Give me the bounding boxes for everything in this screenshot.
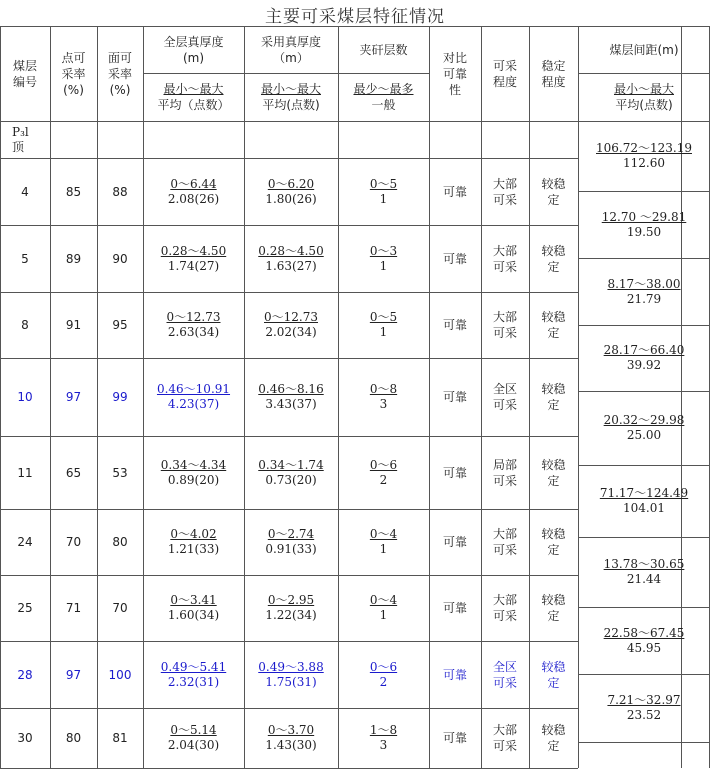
gangue-count [338, 575, 429, 641]
header-mining-thickness [244, 26, 338, 73]
stability-line: 定 [547, 739, 560, 753]
gangue-count-range: 0～4 [369, 527, 398, 541]
full-thickness-range: 0～4.02 [170, 527, 217, 541]
stability-line: 定 [547, 675, 560, 690]
mining-thickness [244, 158, 338, 225]
minability [481, 708, 529, 768]
mining-thickness [244, 225, 338, 292]
stability [529, 292, 578, 358]
area-rate: 99 [112, 390, 128, 404]
seam-spacing-range: 12.70 ～29.81 [601, 209, 687, 224]
mining-thickness-range: 0.49～3.88 [258, 659, 324, 674]
area-rate: 53 [112, 465, 128, 480]
stability-line: 较稳 [541, 593, 566, 607]
full-thickness-avg: 2.08(26) [167, 191, 220, 206]
gangue-count-range: 0～8 [369, 382, 398, 396]
full-thickness [143, 641, 244, 708]
mining-thickness-avg: 1.75(31) [265, 674, 317, 689]
mining-thickness-avg: 1.80(26) [265, 191, 317, 206]
comparability: 可靠 [442, 667, 467, 682]
gangue-count-avg: 2 [379, 674, 388, 689]
minability-line: 大部 [492, 176, 517, 191]
seam-spacing-avg: 23.52 [626, 708, 662, 722]
subheader-range: 最小～最大 [260, 82, 321, 96]
header-minability [481, 26, 529, 121]
header-label: 煤层间距(m) [609, 42, 679, 57]
mining-thickness-range: 0.46～8.16 [258, 382, 324, 396]
stability-line: 定 [547, 398, 560, 412]
point-rate: 70 [65, 535, 82, 549]
seam-label: 顶 [12, 139, 25, 154]
seam-spacing-avg: 19.50 [626, 224, 662, 239]
header-point-rate [50, 26, 97, 121]
seam-label: P₃l [12, 124, 29, 139]
full-thickness-range: 0.34～4.34 [160, 457, 227, 472]
header-label: 可采 [492, 58, 517, 73]
header-label: 点可 [61, 50, 86, 65]
header-full-thickness [143, 26, 244, 73]
header-label: 面可 [107, 50, 132, 65]
gangue-count [338, 158, 429, 225]
header-label: 稳定 [541, 58, 566, 73]
area-rate: 88 [112, 184, 128, 199]
seam-spacing-range: 106.72～123.19 [596, 141, 692, 155]
gangue-count [338, 292, 429, 358]
seam-spacing-range: 22.58～67.45 [603, 625, 685, 640]
full-thickness-avg: 1.60(34) [167, 608, 220, 622]
full-thickness [143, 575, 244, 641]
mining-thickness-avg: 1.22(34) [265, 608, 317, 622]
minability-line: 可采 [492, 675, 517, 690]
subheader-gangue [338, 73, 429, 121]
seam-number: 25 [17, 601, 33, 615]
header-label: 全层真厚度 [163, 34, 224, 49]
point-rate: 71 [65, 601, 82, 615]
minability-line: 大部 [492, 527, 517, 541]
mining-thickness-avg: 3.43(37) [265, 397, 317, 411]
mining-thickness [244, 708, 338, 768]
stability [529, 358, 578, 436]
gangue-count-avg: 1 [379, 191, 388, 206]
area-rate: 70 [112, 601, 128, 615]
stability-line: 较稳 [541, 527, 566, 541]
subheader-full [143, 73, 244, 121]
gangue-count [338, 509, 429, 575]
seam-spacing-range: 20.32～29.98 [603, 413, 685, 427]
mining-thickness [244, 358, 338, 436]
subheader-avg: 平均(点数) [615, 98, 673, 112]
stability-line: 较稳 [541, 723, 566, 737]
mining-thickness-range: 0～2.74 [267, 527, 315, 541]
mining-thickness-avg: 1.43(30) [265, 738, 317, 752]
gangue-count-avg: 1 [379, 325, 388, 339]
subheader-range: 最小～最大 [613, 82, 674, 96]
mining-thickness-range: 0～3.70 [267, 723, 315, 737]
gangue-count-avg: 3 [379, 738, 388, 752]
gangue-count-avg: 1 [379, 608, 388, 622]
comparability: 可靠 [442, 318, 467, 332]
minability-line: 可采 [492, 259, 517, 274]
full-thickness-avg: 1.74(27) [167, 258, 220, 273]
minability [481, 225, 529, 292]
gangue-count [338, 708, 429, 768]
stability-line: 较稳 [541, 176, 566, 191]
seam-spacing [578, 191, 710, 258]
minability-line: 可采 [492, 326, 517, 340]
minability-line: 局部 [492, 457, 517, 472]
seam-spacing-range: 13.78～30.65 [603, 557, 685, 571]
full-thickness [143, 158, 244, 225]
minability-line: 可采 [492, 473, 517, 488]
comparability: 可靠 [442, 601, 467, 615]
seam-spacing [578, 391, 710, 465]
stability-line: 定 [547, 543, 560, 557]
minability-line: 可采 [492, 398, 517, 412]
point-rate: 85 [65, 184, 82, 199]
header-label: 煤层 [12, 58, 37, 73]
seam-number: 30 [17, 731, 33, 745]
area-rate: 95 [112, 318, 128, 332]
gangue-count [338, 436, 429, 509]
stability-line: 较稳 [541, 243, 566, 258]
minability-line: 全区 [492, 382, 517, 396]
header-label: 采率 [107, 66, 132, 81]
seam-spacing-range: 8.17～38.00 [607, 276, 681, 291]
stability [529, 509, 578, 575]
seam-spacing [578, 325, 710, 391]
mining-thickness-range: 0.34～1.74 [258, 457, 324, 472]
mining-thickness-range: 0～2.95 [267, 593, 315, 607]
seam-spacing [578, 607, 710, 674]
stability-line: 定 [547, 259, 560, 274]
seam-spacing-avg: 25.00 [626, 428, 662, 442]
seam-number: 11 [17, 465, 33, 480]
seam-spacing [578, 121, 710, 191]
stability-line: 定 [547, 609, 560, 623]
comparability: 可靠 [442, 251, 467, 266]
subheader-avg: 平均(点数) [262, 98, 320, 112]
minability [481, 358, 529, 436]
full-thickness [143, 292, 244, 358]
header-label: 编号 [12, 74, 37, 89]
full-thickness-range: 0～3.41 [170, 593, 217, 607]
subheader-range: 最小～最大 [163, 82, 224, 96]
header-label: 程度 [541, 74, 566, 89]
full-thickness-avg: 1.21(33) [167, 542, 220, 556]
comparability: 可靠 [442, 465, 467, 480]
gangue-count-avg: 2 [379, 472, 388, 487]
full-thickness-avg: 2.04(30) [167, 738, 220, 752]
seam-spacing-avg: 21.79 [626, 291, 662, 306]
full-thickness-avg: 2.63(34) [167, 325, 220, 339]
mining-thickness-avg: 1.63(27) [265, 258, 317, 273]
header-label: 可靠 [442, 66, 467, 81]
point-rate: 65 [65, 465, 82, 480]
stability-line: 较稳 [541, 382, 566, 396]
comparability: 可靠 [442, 535, 467, 549]
subheader-avg: 平均（点数） [157, 98, 230, 112]
mining-thickness-avg: 0.91(33) [265, 542, 317, 556]
full-thickness [143, 436, 244, 509]
gangue-count-range: 0～4 [369, 593, 398, 607]
mining-thickness-avg: 0.73(20) [265, 472, 317, 487]
seam-number: 4 [21, 184, 29, 199]
subheader-avg: 一般 [371, 98, 396, 112]
stability [529, 641, 578, 708]
page-title: 主要可采煤层特征情况 [265, 7, 445, 27]
full-thickness-range: 0.28～4.50 [160, 243, 227, 258]
seam-spacing [578, 537, 710, 607]
seam-spacing-avg: 39.92 [626, 358, 662, 372]
seam-spacing [578, 465, 710, 537]
gangue-count [338, 358, 429, 436]
mining-thickness [244, 641, 338, 708]
gangue-count-avg: 1 [379, 258, 388, 273]
mining-thickness [244, 509, 338, 575]
seam-spacing-avg: 21.44 [626, 572, 662, 586]
seam-spacing [578, 258, 710, 325]
seam-number: 24 [17, 535, 33, 549]
seam-number: 10 [17, 390, 33, 404]
full-thickness [143, 358, 244, 436]
full-thickness [143, 708, 244, 768]
gangue-count-range: 0～6 [369, 659, 398, 674]
gangue-count-avg: 1 [379, 542, 388, 556]
full-thickness-range: 0.49～5.41 [160, 659, 227, 674]
stability [529, 575, 578, 641]
mining-thickness-range: 0～12.73 [264, 310, 318, 324]
gangue-count-avg: 3 [379, 397, 388, 411]
stability [529, 708, 578, 768]
gangue-count [338, 641, 429, 708]
minability [481, 509, 529, 575]
header-label: 对比 [442, 50, 467, 65]
full-thickness-range: 0～5.14 [170, 723, 217, 737]
full-thickness-avg: 2.32(31) [167, 674, 220, 689]
minability [481, 292, 529, 358]
minability-line: 大部 [492, 310, 517, 324]
seam-number: 8 [21, 318, 29, 332]
seam-spacing-range: 7.21～32.97 [607, 693, 681, 707]
seam-spacing-avg: 104.01 [623, 501, 665, 515]
header-label: (%) [63, 82, 84, 97]
header-label: 性 [448, 82, 461, 97]
full-thickness-range: 0～12.73 [166, 310, 221, 324]
area-rate: 90 [112, 251, 128, 266]
mining-thickness [244, 436, 338, 509]
grid-line [578, 742, 710, 743]
mining-thickness-range: 0.28～4.50 [258, 243, 324, 258]
seam-p3l-top [0, 121, 50, 158]
minability-line: 可采 [492, 609, 517, 623]
header-label: （m） [273, 50, 309, 65]
gangue-count-range: 0～5 [369, 176, 398, 191]
minability-line: 全区 [492, 659, 517, 674]
area-rate: 81 [112, 731, 128, 745]
minability-line: 大部 [492, 723, 517, 737]
minability [481, 158, 529, 225]
point-rate: 91 [65, 318, 82, 332]
full-thickness-range: 0.46～10.91 [156, 382, 231, 396]
seam-number: 28 [17, 667, 33, 682]
seam-spacing [578, 674, 710, 742]
minability [481, 575, 529, 641]
header-label: (%) [109, 82, 131, 97]
minability-line: 可采 [492, 543, 517, 557]
full-thickness-range: 0～6.44 [170, 176, 217, 191]
area-rate: 100 [108, 667, 132, 682]
gangue-count-range: 1～8 [369, 723, 398, 737]
stability [529, 158, 578, 225]
seam-spacing-avg: 112.60 [623, 156, 665, 170]
minability-line: 大部 [492, 593, 517, 607]
seam-spacing-range: 28.17～66.40 [603, 343, 685, 357]
gangue-count-range: 0～3 [369, 243, 398, 258]
mining-thickness-avg: 2.02(34) [265, 325, 317, 339]
full-thickness [143, 225, 244, 292]
minability-line: 大部 [492, 243, 517, 258]
stability [529, 436, 578, 509]
comparability: 可靠 [442, 390, 467, 404]
full-thickness-avg: 4.23(37) [167, 397, 220, 411]
area-rate: 80 [112, 535, 128, 549]
full-thickness [143, 509, 244, 575]
gangue-count [338, 225, 429, 292]
mining-thickness [244, 575, 338, 641]
stability-line: 定 [547, 473, 560, 488]
subheader-spacing [578, 73, 710, 121]
stability-line: 较稳 [541, 310, 566, 324]
gangue-count-range: 0～5 [369, 310, 398, 324]
stability-line: 较稳 [541, 659, 566, 674]
gangue-count-range: 0～6 [369, 457, 398, 472]
mining-thickness-range: 0～6.20 [267, 176, 315, 191]
point-rate: 97 [65, 390, 82, 404]
header-label: 采率 [61, 66, 86, 81]
stability-line: 定 [547, 326, 560, 340]
header-spacing [578, 26, 710, 73]
stability-line: 定 [547, 192, 560, 207]
minability [481, 436, 529, 509]
minability-line: 可采 [492, 739, 517, 753]
minability [481, 641, 529, 708]
point-rate: 80 [65, 731, 82, 745]
stability-line: 较稳 [541, 457, 566, 472]
seam-spacing-range: 71.17～124.49 [599, 486, 689, 500]
stability [529, 225, 578, 292]
minability-line: 可采 [492, 192, 517, 207]
header-stability [529, 26, 578, 121]
subheader-range: 最少～最多 [353, 82, 414, 96]
header-seam [0, 26, 50, 121]
header-label: 采用真厚度 [260, 34, 321, 49]
header-area-rate [97, 26, 143, 121]
header-label: 程度 [492, 74, 517, 89]
point-rate: 89 [65, 251, 82, 266]
comparability: 可靠 [442, 731, 467, 745]
seam-spacing-avg: 45.95 [626, 640, 662, 655]
header-label: 夹矸层数 [359, 42, 408, 57]
subheader-mining [244, 73, 338, 121]
seam-number: 5 [21, 251, 29, 266]
header-label: (m) [182, 50, 205, 65]
full-thickness-avg: 0.89(20) [167, 472, 220, 487]
mining-thickness [244, 292, 338, 358]
header-comparability [429, 26, 481, 121]
point-rate: 97 [65, 667, 82, 682]
comparability: 可靠 [442, 184, 467, 199]
header-gangue [338, 26, 429, 73]
